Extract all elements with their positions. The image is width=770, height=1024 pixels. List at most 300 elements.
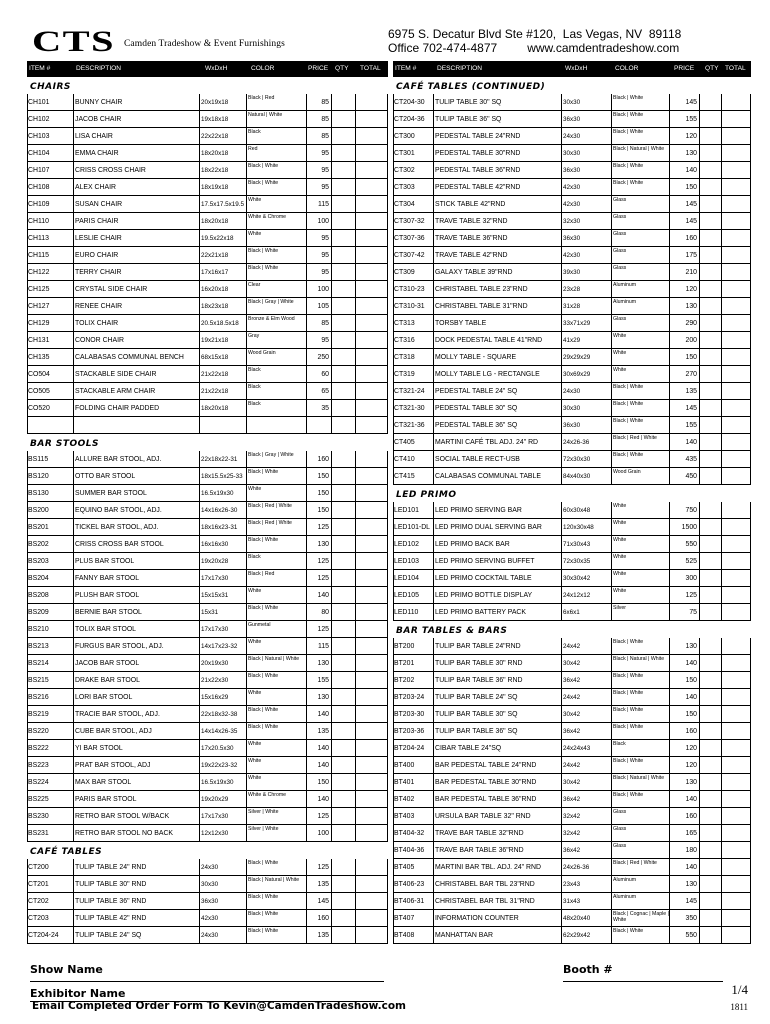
total-cell[interactable] [722,638,751,654]
total-cell[interactable] [356,213,388,229]
total-cell[interactable] [722,366,751,382]
item-color: Black | White [247,264,307,280]
table-row [393,434,751,451]
total-cell[interactable] [722,281,751,297]
total-cell[interactable] [356,638,388,654]
item-price: 150 [670,179,700,195]
qty-cell[interactable] [332,893,356,909]
table-row [27,859,388,876]
qty-cell[interactable] [700,808,722,824]
table-row [27,638,388,655]
item-price: 160 [670,723,700,739]
item-color: Black | White [612,162,670,178]
total-cell[interactable] [722,434,751,450]
qty-cell[interactable] [332,383,356,399]
qty-cell[interactable] [332,502,356,518]
table-row [393,655,751,672]
total-cell[interactable] [722,179,751,195]
item-price: 135 [307,876,332,892]
qty-cell[interactable] [700,128,722,144]
item-price: 155 [307,672,332,688]
qty-cell[interactable] [700,927,722,943]
qty-cell[interactable] [332,179,356,195]
item-number: BS222 [28,740,74,756]
qty-cell[interactable] [700,315,722,331]
qty-cell[interactable] [332,706,356,722]
total-cell[interactable] [356,655,388,671]
qty-cell[interactable] [700,825,722,841]
item-number: CT300 [394,128,434,144]
qty-cell[interactable] [332,604,356,620]
qty-cell[interactable] [332,230,356,246]
qty-cell[interactable] [332,417,356,433]
item-number: BS214 [28,655,74,671]
qty-cell[interactable] [332,162,356,178]
qty-cell[interactable] [700,757,722,773]
qty-cell[interactable] [700,672,722,688]
qty-cell[interactable] [700,179,722,195]
item-number: BT201 [394,655,434,671]
table-row [27,706,388,723]
total-cell[interactable] [722,383,751,399]
table-row [27,451,388,468]
total-cell[interactable] [356,757,388,773]
item-description: CHRISTABEL BAR TBL 23"RND [434,876,562,892]
qty-cell[interactable] [700,689,722,705]
table-row [393,604,751,621]
total-cell[interactable] [722,893,751,909]
total-cell[interactable] [356,519,388,535]
total-cell[interactable] [356,706,388,722]
qty-cell[interactable] [700,281,722,297]
item-description: TRAVE TABLE 42"RND [434,247,562,263]
total-cell[interactable] [722,213,751,229]
total-cell[interactable] [356,740,388,756]
total-cell[interactable] [722,808,751,824]
qty-cell[interactable] [700,876,722,892]
total-cell[interactable] [356,553,388,569]
total-cell[interactable] [722,927,751,943]
total-cell[interactable] [722,451,751,467]
item-dimensions: 17x17x30 [200,570,247,586]
total-cell[interactable] [356,230,388,246]
qty-cell[interactable] [332,281,356,297]
qty-cell[interactable] [700,706,722,722]
item-price: 95 [307,230,332,246]
total-cell[interactable] [722,247,751,263]
header-desc: DESCRIPTION [437,65,483,72]
item-dimensions: 71x30x43 [562,536,612,552]
item-number: CH129 [28,315,74,331]
item-number: CH102 [28,111,74,127]
qty-cell[interactable] [332,349,356,365]
qty-cell[interactable] [332,332,356,348]
qty-cell[interactable] [700,791,722,807]
item-description: CRISS CROSS BAR STOOL [74,536,200,552]
qty-cell[interactable] [700,247,722,263]
item-dimensions: 30x42 [562,655,612,671]
qty-cell[interactable] [332,264,356,280]
qty-cell[interactable] [700,570,722,586]
total-cell[interactable] [722,757,751,773]
total-cell[interactable] [356,689,388,705]
total-cell[interactable] [356,383,388,399]
qty-cell[interactable] [332,196,356,212]
qty-cell[interactable] [332,400,356,416]
item-price: 75 [670,604,700,620]
qty-cell[interactable] [332,553,356,569]
right-order-table [393,61,751,944]
qty-cell[interactable] [700,145,722,161]
item-color: Aluminum [612,876,670,892]
qty-cell[interactable] [332,94,356,110]
table-row [27,247,388,264]
item-price: 125 [307,859,332,875]
table-row [393,723,751,740]
item-number: CT302 [394,162,434,178]
total-cell[interactable] [356,621,388,637]
total-cell[interactable] [356,774,388,790]
total-cell[interactable] [722,162,751,178]
qty-cell[interactable] [332,927,356,943]
total-cell[interactable] [722,859,751,875]
total-cell[interactable] [356,264,388,280]
table-row [393,417,751,434]
total-cell[interactable] [356,332,388,348]
header-item: ITEM # [29,65,51,72]
item-number: BT403 [394,808,434,824]
item-number: CH104 [28,145,74,161]
qty-cell[interactable] [332,247,356,263]
qty-cell[interactable] [332,536,356,552]
item-description: CRISS CROSS CHAIR [74,162,200,178]
qty-cell[interactable] [332,910,356,926]
total-cell[interactable] [722,706,751,722]
qty-cell[interactable] [700,587,722,603]
total-cell[interactable] [356,723,388,739]
item-description: MOLLY TABLE - SQUARE [434,349,562,365]
qty-cell[interactable] [332,519,356,535]
item-description: RENEE CHAIR [74,298,200,314]
table-row [27,774,388,791]
qty-cell[interactable] [700,162,722,178]
table-row [393,689,751,706]
show-name-line[interactable] [30,981,384,982]
qty-cell[interactable] [700,196,722,212]
item-description: TULIP TABLE 30" SQ [434,94,562,110]
qty-cell[interactable] [332,740,356,756]
item-description: BAR PEDESTAL TABLE 30"RND [434,774,562,790]
item-price: 1500 [670,519,700,535]
total-cell[interactable] [722,876,751,892]
total-cell[interactable] [722,604,751,620]
qty-cell[interactable] [700,655,722,671]
total-cell[interactable] [722,128,751,144]
item-dimensions: 17.5x17.5x19.5 [200,196,247,212]
total-cell[interactable] [722,264,751,280]
qty-cell[interactable] [700,468,722,484]
total-cell[interactable] [356,468,388,484]
qty-cell[interactable] [700,213,722,229]
total-cell[interactable] [356,791,388,807]
total-cell[interactable] [356,298,388,314]
total-cell[interactable] [722,349,751,365]
total-cell[interactable] [356,910,388,926]
total-cell[interactable] [356,349,388,365]
table-row [27,485,388,502]
qty-cell[interactable] [700,502,722,518]
item-color: Black | Natural | White [612,145,670,161]
total-cell[interactable] [356,281,388,297]
qty-cell[interactable] [700,774,722,790]
qty-cell[interactable] [700,859,722,875]
total-cell[interactable] [356,111,388,127]
total-cell[interactable] [356,859,388,875]
item-description: LED PRIMO COCKTAIL TABLE [434,570,562,586]
qty-cell[interactable] [700,604,722,620]
total-cell[interactable] [356,179,388,195]
item-price: 550 [670,536,700,552]
total-cell[interactable] [356,502,388,518]
qty-cell[interactable] [700,842,722,858]
qty-cell[interactable] [332,298,356,314]
table-row [393,519,751,536]
item-dimensions: 17x20.5x30 [200,740,247,756]
total-cell[interactable] [356,128,388,144]
qty-cell[interactable] [332,723,356,739]
qty-cell[interactable] [332,128,356,144]
item-number: CH103 [28,128,74,144]
total-cell[interactable] [722,196,751,212]
qty-cell[interactable] [700,417,722,433]
exhibitor-name-label: Exhibitor Name [30,987,126,1000]
total-cell[interactable] [356,927,388,943]
item-price: 125 [307,570,332,586]
item-dimensions: 18x20x18 [200,400,247,416]
item-color: Bronze & Elm Wood [247,315,307,331]
qty-cell[interactable] [700,400,722,416]
item-number: BT406-31 [394,893,434,909]
total-cell[interactable] [356,162,388,178]
qty-cell[interactable] [332,315,356,331]
total-cell[interactable] [722,587,751,603]
total-cell[interactable] [722,655,751,671]
table-row [27,264,388,281]
item-color: White & Chrome [247,791,307,807]
total-cell[interactable] [722,502,751,518]
total-cell[interactable] [356,451,388,467]
qty-cell[interactable] [700,298,722,314]
total-cell[interactable] [356,536,388,552]
qty-cell[interactable] [332,808,356,824]
item-description: ALEX CHAIR [74,179,200,195]
item-price: 290 [670,315,700,331]
total-cell[interactable] [722,332,751,348]
item-number: CT203 [28,910,74,926]
qty-cell[interactable] [332,587,356,603]
item-price: 95 [307,247,332,263]
total-cell[interactable] [722,417,751,433]
qty-cell[interactable] [700,94,722,110]
qty-cell[interactable] [332,672,356,688]
item-color: White [247,774,307,790]
item-description: TRAVE TABLE 32"RND [434,213,562,229]
total-cell[interactable] [356,196,388,212]
qty-cell[interactable] [332,757,356,773]
qty-cell[interactable] [332,859,356,875]
item-color: Black [612,740,670,756]
total-cell[interactable] [722,723,751,739]
total-cell[interactable] [356,417,388,433]
qty-cell[interactable] [700,723,722,739]
qty-cell[interactable] [700,264,722,280]
qty-cell[interactable] [700,383,722,399]
item-color: Black | Natural | White [247,655,307,671]
qty-cell[interactable] [332,570,356,586]
qty-cell[interactable] [700,893,722,909]
item-description: PRAT BAR STOOL, ADJ [74,757,200,773]
item-description: BAR PEDESTAL TABLE 36"RND [434,791,562,807]
total-cell[interactable] [722,774,751,790]
qty-cell[interactable] [332,825,356,841]
booth-line[interactable] [563,981,723,982]
total-cell[interactable] [356,94,388,110]
total-cell[interactable] [356,485,388,501]
total-cell[interactable] [722,145,751,161]
total-cell[interactable] [722,689,751,705]
qty-cell[interactable] [332,621,356,637]
qty-cell[interactable] [332,876,356,892]
total-cell[interactable] [722,570,751,586]
total-cell[interactable] [722,94,751,110]
qty-cell[interactable] [332,791,356,807]
qty-cell[interactable] [332,774,356,790]
total-cell[interactable] [722,842,751,858]
table-row [27,757,388,774]
total-cell[interactable] [722,315,751,331]
total-cell[interactable] [356,247,388,263]
qty-cell[interactable] [332,213,356,229]
qty-cell[interactable] [700,332,722,348]
qty-cell[interactable] [332,655,356,671]
item-description: EURO CHAIR [74,247,200,263]
qty-cell[interactable] [332,638,356,654]
item-color: Black | White [247,162,307,178]
total-cell[interactable] [722,672,751,688]
qty-cell[interactable] [332,145,356,161]
total-cell[interactable] [722,553,751,569]
item-price: 180 [670,842,700,858]
item-color: White [612,366,670,382]
qty-cell[interactable] [700,519,722,535]
item-description: MOLLY TABLE LG - RECTANGLE [434,366,562,382]
qty-cell[interactable] [700,230,722,246]
total-cell[interactable] [356,876,388,892]
qty-cell[interactable] [332,111,356,127]
total-cell[interactable] [722,825,751,841]
item-color: White [612,553,670,569]
item-description: TICKEL BAR STOOL, ADJ. [74,519,200,535]
table-row [27,111,388,128]
qty-cell[interactable] [332,485,356,501]
qty-cell[interactable] [332,366,356,382]
item-color: Aluminum [612,893,670,909]
item-number: CT301 [394,145,434,161]
item-color: Black | Cognac | Maple | White [612,910,670,926]
item-description: MANHATTAN BAR [434,927,562,943]
total-cell[interactable] [722,536,751,552]
total-cell[interactable] [722,400,751,416]
total-cell[interactable] [356,315,388,331]
total-cell[interactable] [356,587,388,603]
total-cell[interactable] [722,740,751,756]
item-dimensions: 12x12x30 [200,825,247,841]
item-number: CT319 [394,366,434,382]
qty-cell[interactable] [700,451,722,467]
item-number: CT321-24 [394,383,434,399]
total-cell[interactable] [722,298,751,314]
logo-mark: CTS [32,25,115,58]
total-cell[interactable] [356,366,388,382]
item-color: White [612,502,670,518]
qty-cell[interactable] [332,451,356,467]
item-description: TOLIX CHAIR [74,315,200,331]
item-color: Black [247,366,307,382]
item-description: CONOR CHAIR [74,332,200,348]
item-price: 120 [670,281,700,297]
item-description: TULIP BAR TABLE 36" SQ [434,723,562,739]
total-cell[interactable] [356,145,388,161]
column-header [393,61,751,77]
total-cell[interactable] [356,604,388,620]
table-row [27,298,388,315]
qty-cell[interactable] [700,536,722,552]
item-color: White [247,638,307,654]
qty-cell[interactable] [700,111,722,127]
total-cell[interactable] [356,672,388,688]
total-cell[interactable] [722,230,751,246]
qty-cell[interactable] [332,689,356,705]
total-cell[interactable] [722,111,751,127]
qty-cell[interactable] [700,434,722,450]
qty-cell[interactable] [700,910,722,926]
item-description: PEDESTAL TABLE 30" SQ [434,400,562,416]
qty-cell[interactable] [700,638,722,654]
qty-cell[interactable] [700,553,722,569]
total-cell[interactable] [722,910,751,926]
item-number: BT408 [394,927,434,943]
total-cell[interactable] [356,825,388,841]
qty-cell[interactable] [700,349,722,365]
item-dimensions: 72x30x35 [562,553,612,569]
total-cell[interactable] [722,468,751,484]
header-desc: DESCRIPTION [76,65,122,72]
total-cell[interactable] [356,893,388,909]
item-price: 145 [670,94,700,110]
total-cell[interactable] [356,808,388,824]
total-cell[interactable] [722,519,751,535]
qty-cell[interactable] [700,740,722,756]
total-cell[interactable] [356,570,388,586]
item-color: Black | White [612,179,670,195]
item-color: Black | White [247,706,307,722]
item-dimensions: 30x42 [562,706,612,722]
total-cell[interactable] [356,400,388,416]
total-cell[interactable] [722,791,751,807]
qty-cell[interactable] [332,468,356,484]
qty-cell[interactable] [700,366,722,382]
table-row [27,825,388,842]
